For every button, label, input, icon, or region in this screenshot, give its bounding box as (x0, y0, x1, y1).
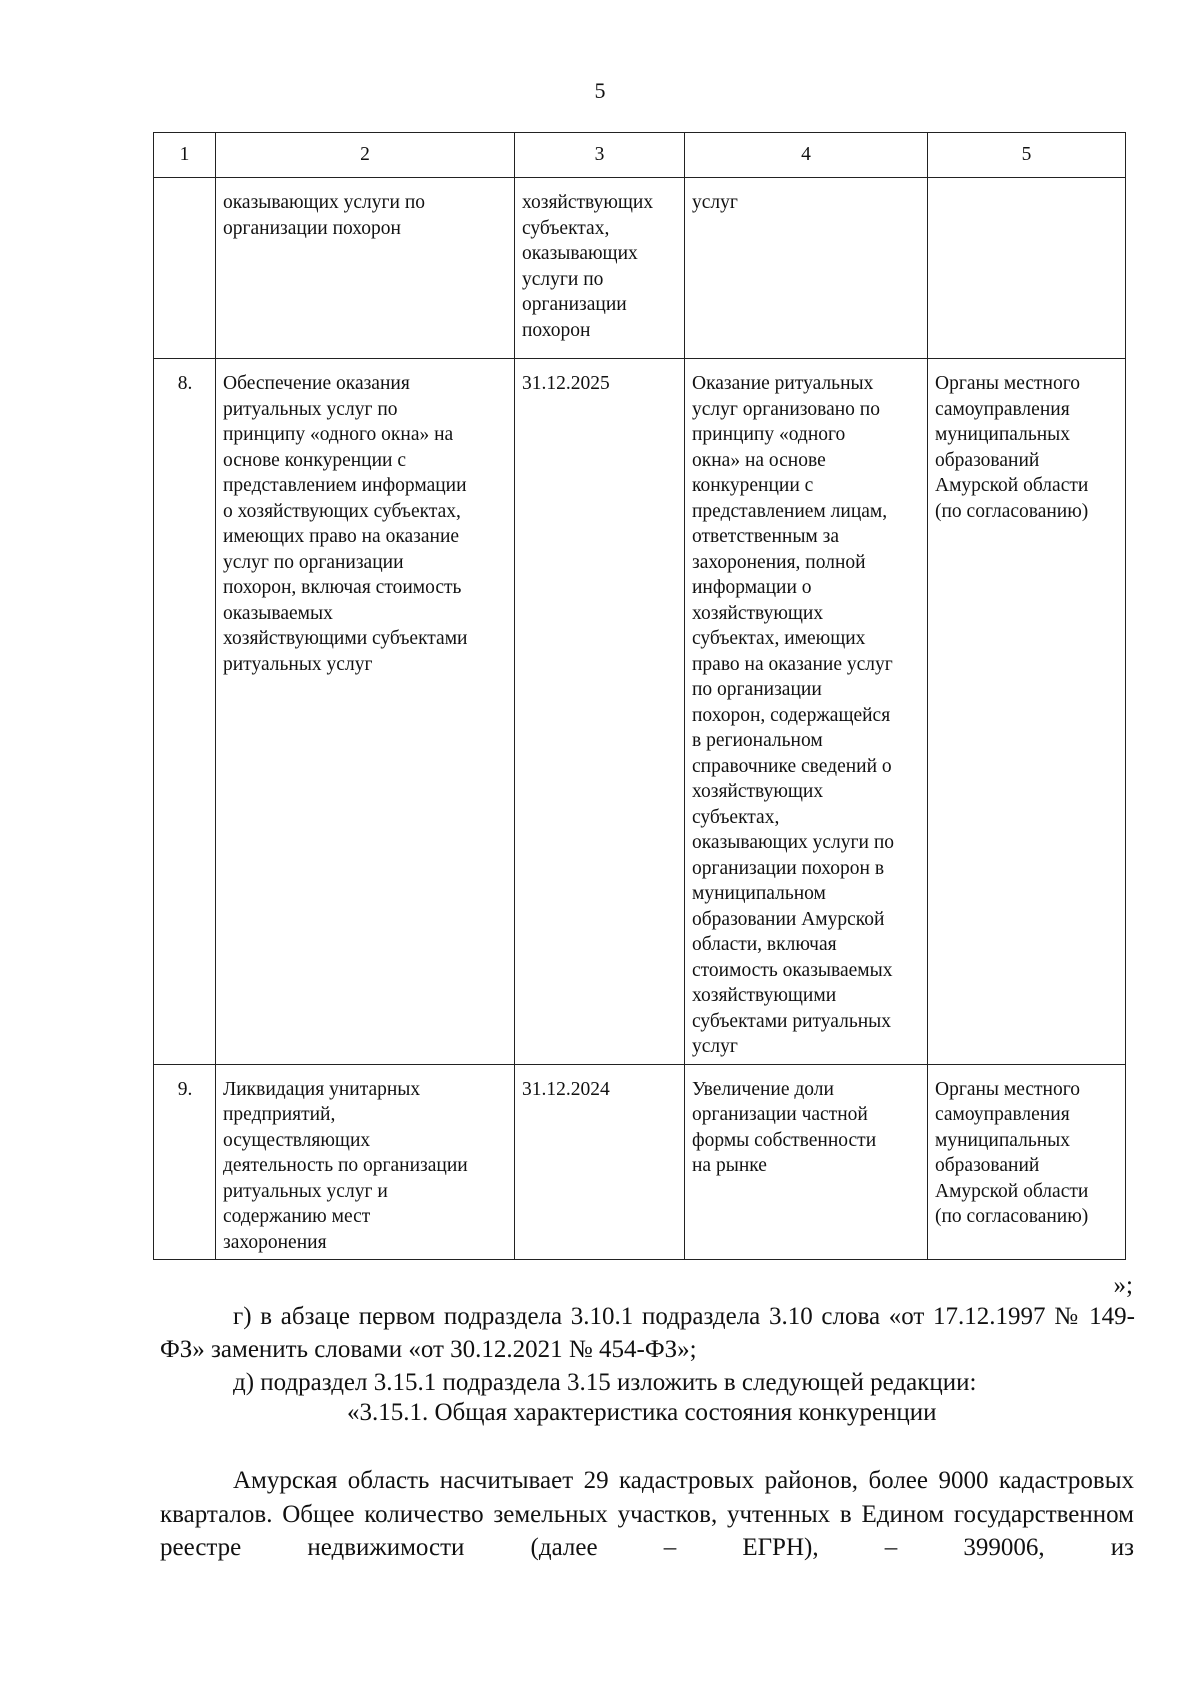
activity-cell: Ликвидация унитарных предприятий, осуществляющих деятельность по организации ритуальных услуг и содержанию мест захоронения (216, 1064, 515, 1260)
deadline-cell: 31.12.2024 (515, 1064, 685, 1260)
row-number: 8. (154, 359, 216, 1065)
result-cell: Оказание ритуальных услуг организовано по принципу «одного окна» на основе конкуренции с представлением лицам, ответственным за захоронения, полной информации о хозяйствующих субъектах, имеющих право на оказание услуг по организации похорон, содержащейся в региональном справочнике сведений о хозяйствующих субъектах, оказывающих услуги по организации похорон в муниципальном образовании Амурской области, включая стоимость оказываемых хозяйствующими субъектами ритуальных услуг (685, 359, 928, 1065)
column-header: 5 (928, 133, 1126, 178)
body-paragraph: Амурская область насчитывает 29 кадастровых районов, более 9000 кадастровых кварталов. Общее количество земельных участков, учтенных в Едином государственном реестре недвижимости (далее – ЕГРН), – 399006, из (160, 1467, 1134, 1561)
result-cell: Увеличение доли организации частной формы собственности на рынке (685, 1064, 928, 1260)
row-number: 9. (154, 1064, 216, 1260)
paragraph-d: д) подраздел 3.15.1 подраздела 3.15 изложить в следующей редакции: (233, 1369, 977, 1396)
table-row (154, 1064, 1126, 1260)
deadline-cell: 31.12.2025 (515, 359, 685, 1065)
responsible-cell: Органы местного самоуправления муниципальных образований Амурской области (по согласованию) (928, 359, 1126, 1065)
table-row (154, 178, 1126, 359)
deadline-cell: хозяйствующих субъектах, оказывающих услуги по организации похорон (515, 178, 685, 359)
column-header: 3 (515, 133, 685, 178)
paragraph-g: г) в абзаце первом подраздела 3.10.1 подраздела 3.10 слова «от 17.12.1997 № 149-ФЗ» заменить словами «от 30.12.2021 № 454-ФЗ»; (160, 1303, 1135, 1363)
row-number (154, 178, 216, 359)
closing-quote: »; (1113, 1272, 1133, 1299)
measures-table (153, 132, 1126, 1260)
column-header: 2 (216, 133, 515, 178)
result-cell: услуг (685, 178, 928, 359)
column-header: 1 (154, 133, 216, 178)
table-header-row (154, 133, 1126, 178)
section-subheading: «3.15.1. Общая характеристика состояния конкуренции (347, 1399, 937, 1426)
activity-cell: оказывающих услуги по организации похорон (216, 178, 515, 359)
column-header: 4 (685, 133, 928, 178)
page-number: 5 (594, 78, 606, 103)
responsible-cell (928, 178, 1126, 359)
activity-cell: Обеспечение оказания ритуальных услуг по принципу «одного окна» на основе конкуренции с представлением информации о хозяйствующих субъектах, имеющих право на оказание услуг по организации похорон, включая стоимость оказываемых хозяйствующими субъектами ритуальных услуг (216, 359, 515, 1065)
responsible-cell: Органы местного самоуправления муниципальных образований Амурской области (по согласованию) (928, 1064, 1126, 1260)
table-row (154, 359, 1126, 1065)
